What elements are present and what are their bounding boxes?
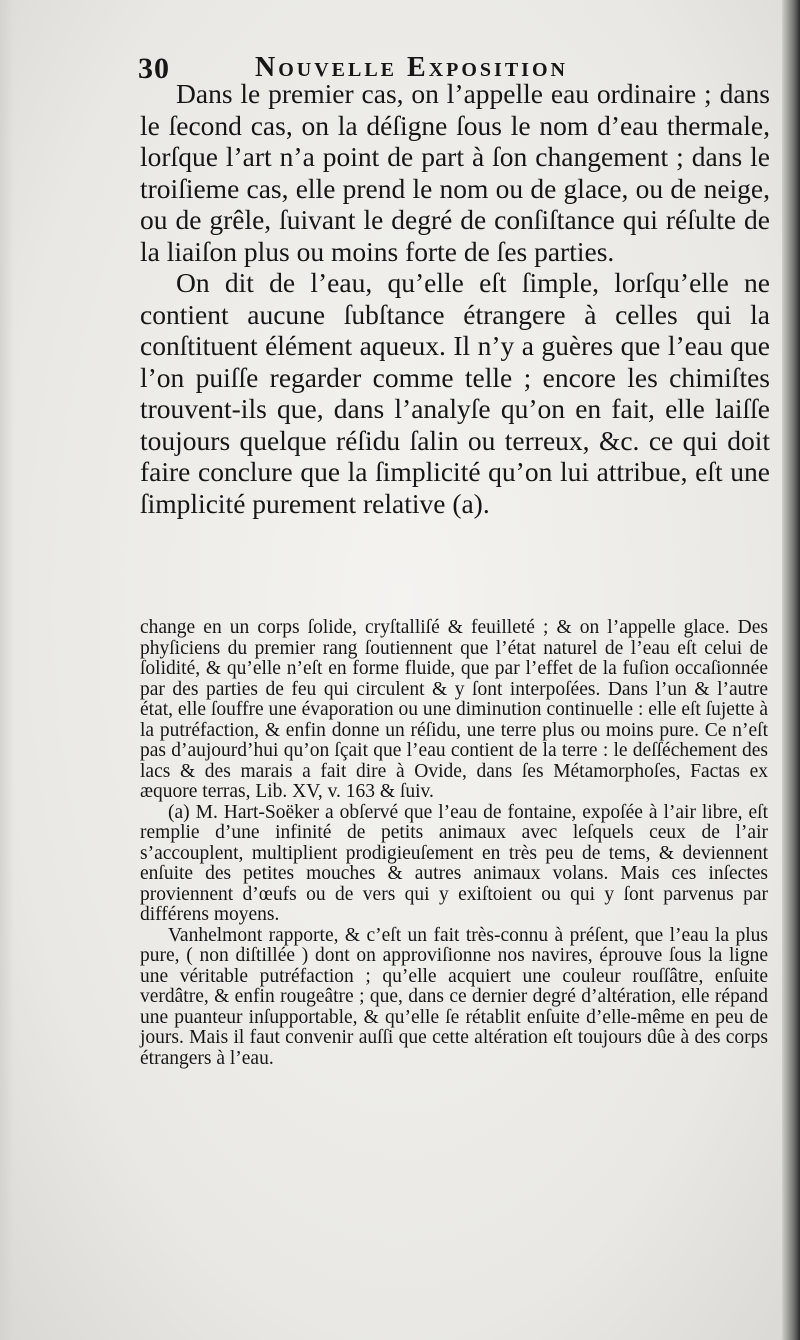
page-number: 30 bbox=[138, 52, 170, 85]
page-fold-shadow bbox=[0, 0, 14, 1340]
footnote-continuation: change en un corps ſolide, cryſtalliſé & feuilleté ; & on l’appelle glace. Des phyſiciens du premier rang ſoutiennent que l’état naturel de l’eau eſt celui de ſolidité, & qu’elle n’eſt en forme fluide, que par l’effet de la fuſion occaſionnée par des parties de feu qui circulent & y ſont interpoſées. Dans l’un & l’autre état, elle ſouffre une évaporation ou une diminution continuelle : elle eſt ſujette à la putréfaction, & enfin donne un réſidu, une terre plus ou moins pure. Ce n’eſt pas d’aujourd’hui qu’on ſçait que l’eau contient de la terre : le deſſéchement des lacs & des marais a fait dire à Ovide, dans ſes Métamorphoſes, Factas ex æquore terras, Lib. XV, v. 163 & ſuiv. bbox=[140, 617, 768, 802]
footnotes-block bbox=[140, 618, 768, 1069]
running-title: Nouvelle Exposition bbox=[255, 52, 568, 83]
footnote-a-continued: Vanhelmont rapporte, & c’eſt un fait très-connu à préſent, que l’eau la plus pure, ( non diſtillée ) dont on approviſionne nos navires, éprouve ſous la ligne une véritable putréfaction ; qu’elle acquiert une couleur rouſſâtre, enſuite verdâtre, & enfin rougeâtre ; que, dans ce dernier degré d’altération, elle répand une puanteur inſupportable, & qu’elle ſe rétablit enſuite d’elle-même en peu de jours. Mais il faut convenir auſſi que cette altération eſt toujours dûe à des corps étrangers à l’eau. bbox=[140, 924, 768, 1069]
main-text-block bbox=[140, 78, 770, 519]
page-edge-shadow bbox=[782, 0, 800, 1340]
footnote-a: (a) M. Hart-Soëker a obſervé que l’eau de fontaine, expoſée à l’air libre, eſt remplie d’une infinité de petits animaux avec leſquels ceux de l’air s’accouplent, multiplient prodigieuſement en très peu de tems, & deviennent enſuite des petites mouches & autres animaux volans. Mais ces inſectes proviennent d’œufs ou de vers qui y exiſtoient ou qui y ſont parvenus par différens moyens. bbox=[140, 801, 768, 925]
main-paragraph-1: Dans le premier cas, on l’appelle eau ordinaire ; dans le ſecond cas, on la déſigne ſous le nom d’eau thermale, lorſque l’art n’a point de part à ſon changement ; dans le troiſieme cas, elle prend le nom ou de glace, ou de neige, ou de grêle, ſuivant le degré de conſiſtance qui réſulte de la liaiſon plus ou moins forte de ſes parties. bbox=[140, 78, 770, 267]
main-paragraph-2: On dit de l’eau, qu’elle eſt ſimple, lorſqu’elle ne contient aucune ſubſtance étrangere à celles qui la conſtituent élément aqueux. Il n’y a guères que l’eau que l’on puiſſe regarder comme telle ; encore les chimiſtes trouvent-ils que, dans l’analyſe qu’on en fait, elle laiſſe toujours quelque réſidu ſalin ou terreux, &c. ce qui doit faire conclure que la ſimplicité qu’on lui attribue, eſt une ſimplicité purement relative (a). bbox=[140, 267, 770, 519]
